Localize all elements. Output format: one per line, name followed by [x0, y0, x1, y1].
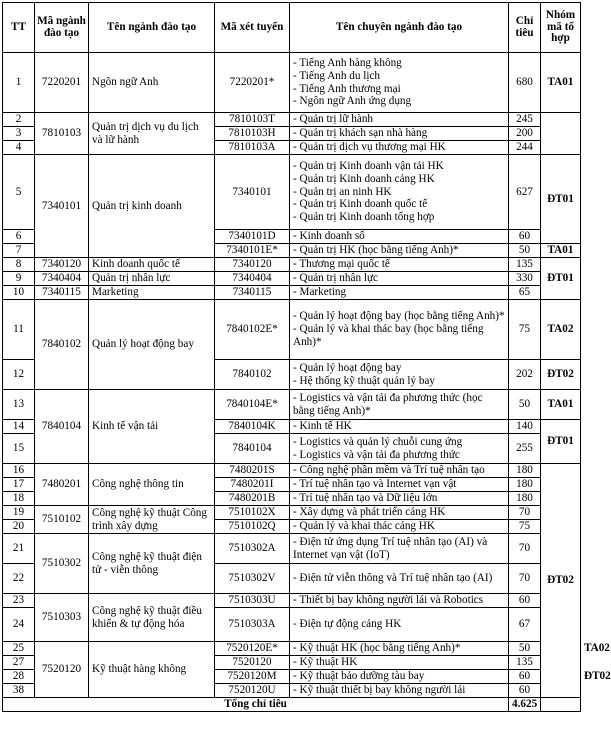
major-code: 7510302 — [35, 534, 89, 594]
quota: 244 — [509, 141, 541, 155]
row-tt: 5 — [3, 155, 35, 230]
admission-code: 7510303A — [215, 608, 290, 642]
header-tt: TT — [3, 3, 35, 53]
row-tt: 14 — [3, 420, 35, 434]
admission-code: 7840102E* — [215, 300, 290, 360]
specializations: - Kỹ thuật bảo dưỡng tàu bay — [290, 670, 509, 684]
admission-code: 7520120E* — [215, 642, 290, 656]
row-tt: 11 — [3, 300, 35, 360]
quota: 75 — [509, 520, 541, 534]
major-code: 7340120 — [35, 258, 89, 272]
total-group — [541, 698, 581, 712]
quota: 60 — [509, 230, 541, 244]
specializations — [290, 534, 509, 564]
specialization-item: - Quản trị Kinh doanh cảng HK — [293, 172, 435, 185]
major-name: Công nghệ kỹ thuật Công trình xây dựng — [89, 506, 215, 534]
admission-code: 7810103A — [215, 141, 290, 155]
row-tt: 27 — [3, 656, 35, 670]
major-name: Kinh doanh quốc tế — [89, 258, 215, 272]
row-tt: 21 — [3, 534, 35, 564]
specialization-item: - Logistics và vận tải đa phương thức — [293, 448, 460, 461]
major-name: Công nghệ kỹ thuật điều khiển & tự động hóa — [89, 594, 215, 642]
subject-group: TA01 — [541, 244, 581, 258]
quota: 180 — [509, 478, 541, 492]
major-code: 7340101 — [35, 155, 89, 258]
row-tt: 38 — [3, 684, 35, 698]
admission-code: 7340101E* — [215, 244, 290, 258]
row-tt: 2 — [3, 113, 35, 127]
row-tt: 16 — [3, 464, 35, 478]
admission-code: 7340115 — [215, 286, 290, 300]
major-code: 7340404 — [35, 272, 89, 286]
major-code: 7340115 — [35, 286, 89, 300]
row-tt: 23 — [3, 594, 35, 608]
quota: 140 — [509, 420, 541, 434]
admission-code: 7510302V — [215, 564, 290, 594]
major-code: 7510303 — [35, 594, 89, 642]
admission-code: 7340101 — [215, 155, 290, 230]
subject-group: ĐT01 — [541, 155, 581, 244]
major-code: 7220201 — [35, 53, 89, 113]
table-row — [3, 390, 581, 420]
header-major-code: Mã ngành đào tạo — [35, 3, 89, 53]
quota: 50 — [509, 244, 541, 258]
header-quota: Chỉ tiêu — [509, 3, 541, 53]
specialization-item: - Quản trị Kinh doanh vận tải HK — [293, 159, 444, 172]
major-code: 7840102 — [35, 300, 89, 390]
specializations — [290, 53, 509, 113]
quota: 50 — [509, 642, 541, 656]
table-row — [3, 258, 581, 272]
row-tt: 24 — [3, 608, 35, 642]
row-tt: 20 — [3, 520, 35, 534]
quota: 180 — [509, 464, 541, 478]
specialization-item: - Quản lý hoạt động bay — [293, 361, 402, 374]
specialization-item: - Tiếng Anh du lịch — [293, 69, 381, 82]
quota: 180 — [509, 492, 541, 506]
row-tt: 7 — [3, 244, 35, 258]
admission-code: 7510302A — [215, 534, 290, 564]
admission-code: 7510303U — [215, 594, 290, 608]
quota: 680 — [509, 53, 541, 113]
row-tt: 18 — [3, 492, 35, 506]
quota: 135 — [509, 656, 541, 670]
specializations: - Quản lý và khai thác cảng HK — [290, 520, 509, 534]
row-tt: 22 — [3, 564, 35, 594]
quota: 135 — [509, 258, 541, 272]
specializations: - Kỹ thuật thiết bị bay không người lái — [290, 684, 509, 698]
specializations: - Điện tự động cảng HK — [290, 608, 509, 642]
major-name: Công nghệ thông tin — [89, 464, 215, 506]
row-tt: 19 — [3, 506, 35, 520]
quota: 60 — [509, 670, 541, 684]
row-tt: 1 — [3, 53, 35, 113]
admission-code: 7340101D — [215, 230, 290, 244]
specializations: - Kinh doanh số — [290, 230, 509, 244]
quota: 70 — [509, 534, 541, 564]
quota: 60 — [509, 684, 541, 698]
table-row — [3, 506, 581, 520]
row-tt: 10 — [3, 286, 35, 300]
major-name: Quản trị dịch vụ du lịch và lữ hành — [89, 113, 215, 155]
major-code: 7810103 — [35, 113, 89, 155]
subject-group: TA01 — [541, 53, 581, 113]
subject-group: ĐT01 — [541, 258, 581, 300]
quota: 50 — [509, 390, 541, 420]
major-name: Ngôn ngữ Anh — [89, 53, 215, 113]
subject-group: ĐT02 — [541, 464, 581, 698]
quota: 70 — [509, 506, 541, 520]
major-name: Quản trị kinh doanh — [89, 155, 215, 258]
major-name: Kỹ thuật hàng không — [89, 642, 215, 698]
quota: 67 — [509, 608, 541, 642]
quota: 200 — [509, 127, 541, 141]
specialization-item: - Điện tử viễn thông và Trí tuệ nhân tạo (AI) — [293, 572, 493, 585]
specializations: - Quản trị dịch vụ thương mại HK — [290, 141, 509, 155]
quota: 75 — [509, 300, 541, 360]
row-tt: 13 — [3, 390, 35, 420]
row-tt: 12 — [3, 360, 35, 390]
specializations: - Kinh tế HK — [290, 420, 509, 434]
specializations: - Thiết bị bay không người lái và Robotics — [290, 594, 509, 608]
major-code: 7840104 — [35, 390, 89, 464]
row-tt: 9 — [3, 272, 35, 286]
header-major-name: Tên ngành đào tạo — [89, 3, 215, 53]
major-code: 7520120 — [35, 642, 89, 698]
specializations: - Trí tuệ nhân tạo và Dữ liệu lớn — [290, 492, 509, 506]
admission-code: 7340404 — [215, 272, 290, 286]
admission-code: 7840104 — [215, 434, 290, 464]
specializations: - Kỹ thuật HK — [290, 656, 509, 670]
quota: 60 — [509, 594, 541, 608]
total-row — [3, 698, 581, 712]
admission-code: 7810103T — [215, 113, 290, 127]
major-name: Công nghệ kỹ thuật điện tử - viễn thông — [89, 534, 215, 594]
total-value: 4.625 — [509, 698, 541, 712]
header-row — [3, 3, 581, 53]
row-tt: 6 — [3, 230, 35, 244]
specializations: - Công nghệ phần mềm và Trí tuệ nhân tạo — [290, 464, 509, 478]
admission-code: 7520120 — [215, 656, 290, 670]
header-admission-code: Mã xét tuyển — [215, 3, 290, 53]
row-tt: 28 — [3, 670, 35, 684]
specialization-item: - Quản trị an ninh HK — [293, 185, 392, 198]
table-row — [3, 594, 581, 608]
admission-code: 7840104E* — [215, 390, 290, 420]
admission-code: 7520120U — [215, 684, 290, 698]
subject-group — [541, 113, 581, 155]
admission-code: 7480201B — [215, 492, 290, 506]
table-row — [3, 272, 581, 286]
specializations — [290, 434, 509, 464]
admission-code: 7510102Q — [215, 520, 290, 534]
specialization-item: - Điện tử ứng dụng Trí tuệ nhân tạo (AI) và Internet vạn vật (IoT) — [293, 535, 488, 561]
quota: 65 — [509, 286, 541, 300]
specializations: - Xây dựng và phát triển cảng HK — [290, 506, 509, 520]
specializations: - Quản trị lữ hành — [290, 113, 509, 127]
admission-code: 7840104K — [215, 420, 290, 434]
specializations — [290, 390, 509, 420]
subject-group: ĐT01 — [541, 420, 581, 464]
table-row — [3, 300, 581, 360]
specializations: - Marketing — [290, 286, 509, 300]
admission-code: 7340120 — [215, 258, 290, 272]
major-name: Kinh tế vận tải — [89, 390, 215, 464]
admission-code: 7510102X — [215, 506, 290, 520]
specialization-item: - Tiếng Anh thương mại — [293, 82, 401, 95]
admission-code: 7810103H — [215, 127, 290, 141]
specialization-item: - Quản lý hoạt động bay (học bằng tiếng Anh)* — [293, 310, 505, 323]
specialization-item: - Ngôn ngữ Anh ứng dụng — [293, 95, 412, 108]
specializations — [290, 564, 509, 594]
major-name: Quản lý hoạt động bay — [89, 300, 215, 390]
row-tt: 4 — [3, 141, 35, 155]
specializations: - Kỹ thuật HK (học bằng tiếng Anh)* — [290, 642, 509, 656]
row-tt: 3 — [3, 127, 35, 141]
quota: 627 — [509, 155, 541, 230]
subject-group: TA02 — [541, 300, 581, 360]
admission-quota-table — [2, 2, 611, 712]
specialization-item: - Hệ thống kỹ thuật quản lý bay — [293, 374, 435, 387]
major-code: 7480201 — [35, 464, 89, 506]
specialization-item: - Quản trị Kinh doanh quốc tế — [293, 198, 428, 211]
header-subject-group: Nhóm mã tổ hợp — [541, 3, 581, 53]
table-row — [3, 534, 581, 564]
admission-code: 7520120M — [215, 670, 290, 684]
header-specialization: Tên chuyên ngành đào tạo — [290, 3, 509, 53]
table-row: 25 7520120 Kỹ thuật hàng không 7520120E* - Kỹ thuật HK (học bằng tiếng Anh)* 50 TA02 — [3, 642, 581, 656]
total-label: Tổng chỉ tiêu — [3, 698, 509, 712]
table-row: 27 7520120 - Kỹ thuật HK 135 ĐT02 — [3, 656, 581, 670]
row-tt: 25 — [3, 642, 35, 656]
admission-code: 7480201S — [215, 464, 290, 478]
quota: 330 — [509, 272, 541, 286]
subject-group: ĐT02 — [541, 360, 581, 390]
specializations: - Quản trị khách sạn nhà hàng — [290, 127, 509, 141]
subject-group: TA01 — [541, 390, 581, 420]
table-row — [3, 155, 581, 230]
table-row — [3, 113, 581, 127]
specializations: - Quản trị HK (học bằng tiếng Anh)* — [290, 244, 509, 258]
specializations: - Thương mại quốc tế — [290, 258, 509, 272]
specializations — [290, 300, 509, 360]
specializations — [290, 155, 509, 230]
quota: 255 — [509, 434, 541, 464]
specialization-item: - Tiếng Anh hàng không — [293, 56, 402, 69]
major-name: Marketing — [89, 286, 215, 300]
table-row — [3, 53, 581, 113]
row-tt: 17 — [3, 478, 35, 492]
row-tt: 15 — [3, 434, 35, 464]
major-name: Quản trị nhân lực — [89, 272, 215, 286]
specialization-item: - Quản lý và khai thác bay (học bằng tiếng Anh)* — [293, 323, 484, 348]
row-tt: 8 — [3, 258, 35, 272]
quota: 202 — [509, 360, 541, 390]
major-code: 7510102 — [35, 506, 89, 534]
specializations: - Trí tuệ nhân tạo và Internet vạn vật — [290, 478, 509, 492]
table-row — [3, 464, 581, 478]
specialization-item: - Logistics và quản lý chuỗi cung ứng — [293, 435, 463, 448]
admission-code: 7220201* — [215, 53, 290, 113]
admission-code: 7840102 — [215, 360, 290, 390]
specialization-item: - Logistics và vận tải đa phương thức (học bằng tiếng Anh)* — [293, 391, 483, 417]
specialization-item: - Quản trị Kinh doanh tổng hợp — [293, 211, 435, 224]
admission-code: 7480201I — [215, 478, 290, 492]
table-row — [3, 286, 581, 300]
specializations — [290, 360, 509, 390]
specializations: - Quản trị nhân lực — [290, 272, 509, 286]
quota: 245 — [509, 113, 541, 127]
quota: 70 — [509, 564, 541, 594]
